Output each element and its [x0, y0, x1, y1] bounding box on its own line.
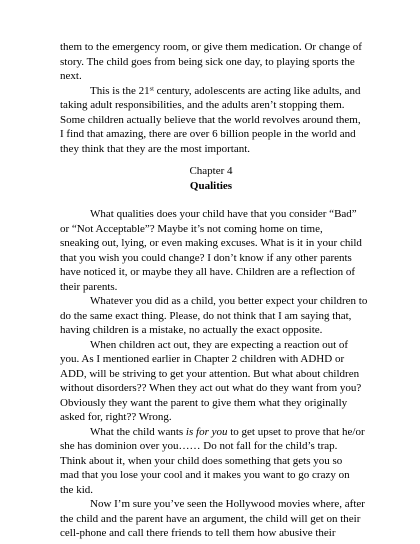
- text-line: Some children actually believe that the world revolves around them,: [60, 113, 361, 126]
- paragraph: [60, 207, 362, 294]
- paragraph: [60, 425, 365, 498]
- text-line: cell-phone and call there friends to tell them how abusive their: [60, 527, 336, 539]
- text-line: them to the emergency room, or give them medication. Or change of: [60, 41, 362, 53]
- emphasized-text: is for you: [185, 425, 228, 438]
- paragraph: [60, 84, 362, 157]
- text-line: she has dominion over you…… Do not fall for the child’s trap.: [60, 440, 338, 452]
- text-run: century, adolescents are acting like adults, and: [153, 84, 361, 97]
- text-line: Now I’m sure you’ve seen the Hollywood movies where, after: [90, 498, 365, 510]
- text-line: [60, 425, 365, 440]
- chapter-number: Chapter 4: [189, 165, 233, 177]
- text-line: the child and the parent have an argument, the child will get on their: [60, 512, 361, 525]
- text-line: next.: [60, 70, 82, 82]
- text-line: without disorders?? When they act out what do they want from you?: [60, 382, 362, 394]
- text-line: Obviously they want the parent to give them what they originally: [60, 396, 348, 409]
- paragraph: [60, 497, 365, 541]
- text-line: that you wish you could change? I don’t know if any other parents: [60, 251, 352, 264]
- text-line: or “Not Acceptable”? Maybe it’s not coming home on time,: [60, 222, 323, 235]
- chapter-body: [60, 207, 368, 541]
- text-line: What qualities does your child have that you consider “Bad”: [90, 208, 357, 220]
- text-line: Whatever you did as a child, you better expect your children to: [90, 295, 368, 307]
- text-line: their parents.: [60, 280, 118, 293]
- text-line: ADD, will be striving to get your attention. But what about children: [60, 367, 360, 380]
- text-run: to get upset to prove that he/or: [227, 425, 365, 438]
- paragraph: [60, 40, 362, 84]
- preceding-section: [60, 40, 362, 156]
- text-run: This is the 21: [90, 84, 150, 97]
- text-line: they think that they are the most important.: [60, 142, 251, 155]
- text-line: I find that amazing, there are over 6 billion people in the world and: [60, 128, 356, 140]
- text-line: [60, 84, 362, 99]
- text-line: story. The child goes from being sick one day, to playing sports the: [60, 55, 355, 68]
- text-run: What the child wants: [90, 425, 186, 438]
- text-line: you. As I mentioned earlier in Chapter 2 children with ADHD or: [60, 353, 345, 365]
- text-line: When children act out, they are expecting a reaction out of: [90, 338, 349, 351]
- ordinal-superscript: st: [149, 85, 154, 92]
- chapter-heading: [60, 164, 362, 193]
- text-line: sneaking out, lying, or even making excuses. What is it in your child: [60, 237, 362, 249]
- text-line: taking adult responsibilities, and the adults aren’t stopping them.: [60, 99, 345, 111]
- text-line: having children is a mistake, no actually the exact opposite.: [60, 324, 323, 336]
- text-line: asked for, right?? Wrong.: [60, 411, 172, 423]
- text-line: do the same exact thing. Please, do not think that I am saying that,: [60, 309, 352, 322]
- text-line: Think about it, when your child does something that gets you so: [60, 454, 343, 467]
- chapter-title: Qualities: [189, 179, 233, 192]
- paragraph: [60, 294, 368, 338]
- text-line: mad that you lose your cool and it makes you want to go crazy on: [60, 469, 350, 481]
- text-line: have noticed it, or maybe they all have. Children are a reflection of: [60, 266, 356, 278]
- paragraph: [60, 338, 362, 425]
- text-line: the kid.: [60, 483, 93, 496]
